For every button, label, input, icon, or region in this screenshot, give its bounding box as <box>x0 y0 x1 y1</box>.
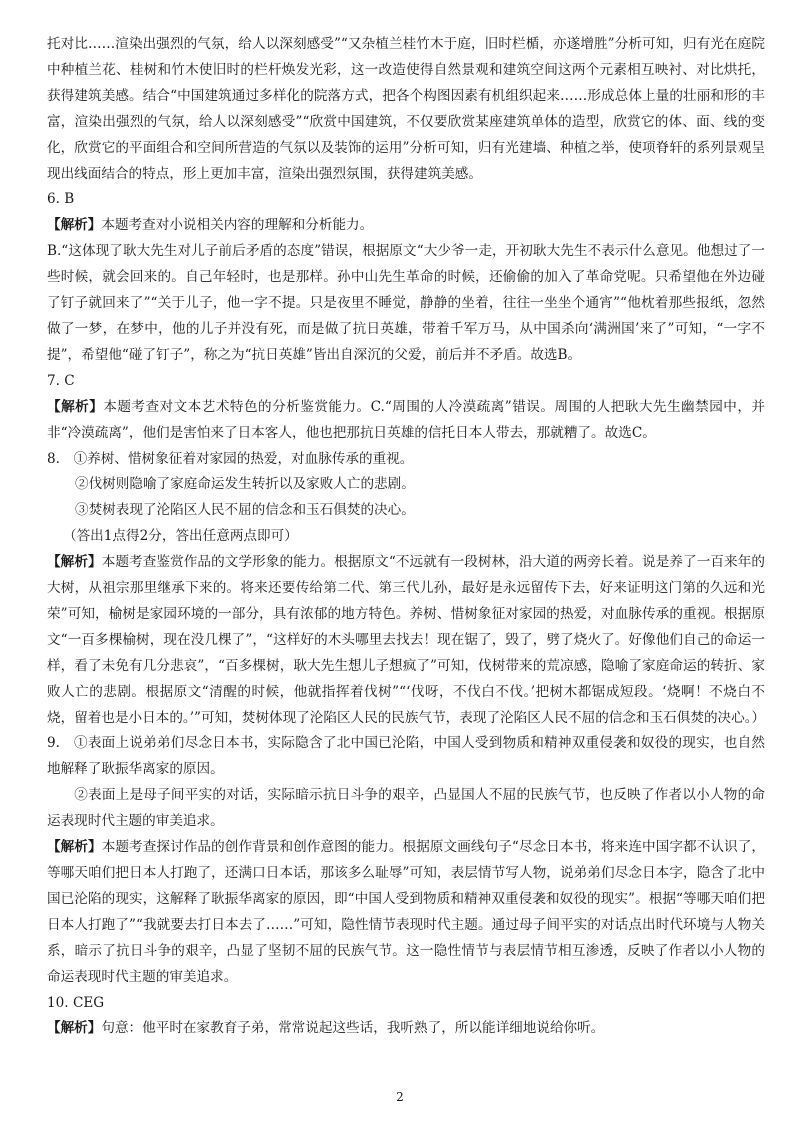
question-8-point-3: ③焚树表现了沦陷区人民不屈的信念和玉石俱焚的决心。 <box>75 502 415 519</box>
analysis-text: 句意：他平时在家教育子弟，常常说起这些话，我听熟了，所以能详细地说给你听。 <box>101 1020 605 1037</box>
analysis-label: 【解析】 <box>47 1020 102 1037</box>
analysis-label: 【解析】 <box>47 554 102 571</box>
question-7-analysis <box>47 395 765 447</box>
question-9-analysis <box>47 835 765 990</box>
question-9-point-2: ②表面上是母子间平实的对话，实际暗示抗日斗争的艰辛，凸显国人不屈的民族气节，也反映了作者以小人物的命运表现时代主题的审美追求。 <box>47 787 765 830</box>
analysis-text: 本题考查对小说相关内容的理解和分析能力。 <box>101 217 374 234</box>
analysis-text: 本题考查对文本艺术特色的分析鉴赏能力。C.“周围的人冷漠疏离”错误。周围的人把耿大先生幽禁园中，并非“冷漠疏离”，他们是害怕来了日本客人，他也把那抗日英雄的信托日本人带去，那就糟了。故选C。 <box>47 398 765 441</box>
question-8-scoring-note: （答出1点得2分，答出任意两点即可） <box>63 528 298 545</box>
question-9-point-1: 9. ①表面上说弟弟们尽念日本书，实际隐含了北中国已沦陷，中国人受到物质和精神双重侵袭和奴役的现实，也自然地解释了耿振华离家的原因。 <box>47 735 765 778</box>
question-8-analysis <box>47 550 765 731</box>
question-8-point-1: 8. ①养树、惜树象征着对家园的热爱，对血脉传承的重视。 <box>47 450 414 467</box>
question-6-analysis-body: B.“这体现了耿大先生对儿子前后矛盾的态度”错误，根据原文“大少爷一走，开初耿大先生不表示什么意见。他想过了一些时候，就会回来的。自己年轻时，也是那样。孙中山先生革命的时候，还偷偷的加入了革命党呢。只希望他在外边碰了钉子就回来了”“关于儿子，他一字不提。只是夜里不睡觉，静静的坐着，往往一坐坐个通宵”“他枕着那些报纸，忽然做了一梦，在梦中，他的儿子并没有死，而是做了抗日英雄，带着千军万马，从中国杀向‘满洲国’来了”可知，“一字不提”，希望他“碰了钉子”，称之为“抗日英雄”皆出自深沉的父爱，前后并不矛盾。故选B。 <box>47 243 765 363</box>
question-6-answer: 6. B <box>47 191 75 208</box>
page-number: 2 <box>396 1090 404 1104</box>
analysis-label: 【解析】 <box>47 398 104 415</box>
analysis-text: 本题考查探讨作品的创作背景和创作意图的能力。根据原文画线句子“尽念日本书，将来连中国字都不认识了，等哪天咱们把日本人打跑了，还满口日本话，那该多么耻辱”可知，表层情节写人物，说弟弟们尽念日本字，隐含了北中国已沦陷的现实，这解释了耿振华离家的原因，即“中国人受到物质和精神双重侵袭和奴役的现实”。根据“等哪天咱们把日本人打跑了”“我就要去打日本去了……”可知，隐性情节表现时代主题。通过母子间平实的对话点出时代环境与人物关系，暗示了抗日斗争的艰辛，凸显了坚韧不屈的民族气节。这一隐性情节与表层情节相互渗透，反映了作者以小人物的命运表现时代主题的审美追求。 <box>47 839 765 985</box>
analysis-label: 【解析】 <box>47 217 102 234</box>
question-6-analysis-intro <box>47 213 765 239</box>
question-7-answer: 7. C <box>47 372 75 389</box>
question-10-answer: 10. CEG <box>47 994 105 1011</box>
paragraph-continuation: 托对比……渲染出强烈的气氛，给人以深刻感受”“又杂植兰桂竹木于庭，旧时栏楯，亦遂增胜”分析可知，归有光在庭院中种植兰花、桂树和竹木使旧时的栏杆焕发光彩，这一改造使得自然景观和建筑空间这两个元素相互映衬、对比烘托，获得建筑美感。结合“中国建筑通过多样化的院落方式，把各个构图因素有机组织起来……形成总体上量的壮丽和形的丰富，渲染出强烈的气氛，给人以深刻感受”“欣赏中国建筑，不仅要欣赏某座建筑单体的造型，欣赏它的体、面、线的变化，欣赏它的平面组合和空间所营造的气氛以及装饰的运用”分析可知，归有光建墙、种植之举，使项脊轩的系列景观呈现出线面结合的特点，形上更加丰富，渲染出强烈氛围，获得建筑美感。 <box>47 36 765 182</box>
answer-page-content <box>47 32 765 1042</box>
question-10-analysis <box>47 1016 765 1042</box>
analysis-label: 【解析】 <box>47 839 102 856</box>
analysis-text: 本题考查鉴赏作品的文学形象的能力。根据原文“不远就有一段树林，沿大道的两旁长着。说是养了一百来年的大树，从祖宗那里继承下来的。将来还要传给第二代、第三代儿孙，最好是永远留传下去，好来证明这门第的久远和光荣”可知，榆树是家园环境的一部分，具有浓郁的地方特色。养树、惜树象征对家园的热爱，对血脉传承的重视。根据原文“一百多棵榆树，现在没几棵了”，“这样好的木头哪里去找去！现在锯了，毁了，劈了烧火了。好像他们自己的命运一样，看了未免有几分悲哀”，“百多棵树，耿大先生想儿子想疯了”可知，伐树带来的荒凉感，隐喻了家庭命运的转折、家败人亡的悲剧。根据原文“清醒的时候，他就指挥着伐树”“‘伐呀，不伐白不伐。’把树木都锯成短段。‘烧啊！不烧白不烧，留着也是小日本的。’”可知，焚树体现了沦陷区人民的民族气节，表现了沦陷区人民不屈的信念和玉石俱焚的决心。） <box>47 554 766 726</box>
question-8-point-2: ②伐树则隐喻了家庭命运发生转折以及家败人亡的悲剧。 <box>75 476 415 493</box>
